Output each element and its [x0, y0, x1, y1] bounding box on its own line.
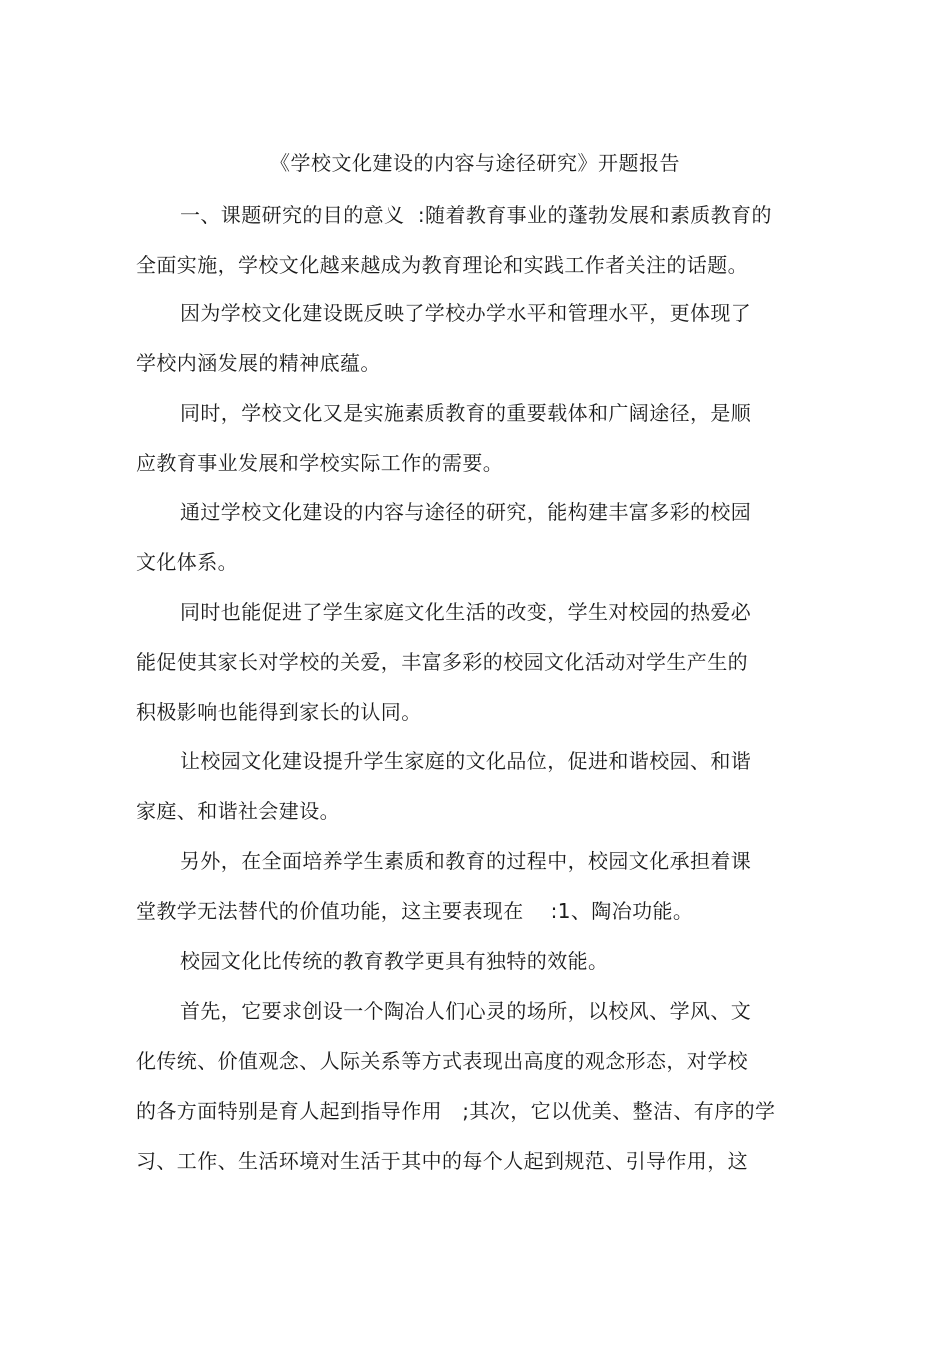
- document-title: 《学校文化建设的内容与途径研究》开题报告: [270, 151, 680, 175]
- text-line: 另外，在全面培养学生素质和教育的过程中，校园文化承担着课: [180, 849, 752, 873]
- text-line: 通过学校文化建设的内容与途径的研究，能构建丰富多彩的校园: [180, 500, 752, 524]
- text-line: 堂教学无法替代的价值功能，这主要表现在 :1、陶冶功能。: [136, 899, 694, 923]
- text-line: 文化体系。: [136, 550, 238, 574]
- text-line: 习、工作、生活环境对生活于其中的每个人起到规范、引导作用，这: [136, 1149, 748, 1173]
- text-line: 同时也能促进了学生家庭文化生活的改变，学生对校园的热爱必: [180, 600, 752, 624]
- text-line: 的各方面特别是育人起到指导作用 ;其次，它以优美、整洁、有序的学: [136, 1099, 776, 1123]
- text-line: 学校内涵发展的精神底蕴。: [136, 351, 381, 375]
- text-line: 校园文化比传统的教育教学更具有独特的效能。: [180, 949, 609, 973]
- text-line: 因为学校文化建设既反映了学校办学水平和管理水平，更体现了: [180, 301, 752, 325]
- text-line: 能促使其家长对学校的关爱，丰富多彩的校园文化活动对学生产生的: [136, 650, 748, 674]
- text-line: 化传统、价值观念、人际关系等方式表现出高度的观念形态，对学校: [136, 1049, 748, 1073]
- text-line: 一、课题研究的目的意义 :随着教育事业的蓬勃发展和素质教育的: [180, 203, 772, 227]
- text-line: 让校园文化建设提升学生家庭的文化品位，促进和谐校园、和谐: [180, 749, 752, 773]
- text-line: 同时，学校文化又是实施素质教育的重要载体和广阔途径，是顺: [180, 401, 752, 425]
- text-line: 全面实施，学校文化越来越成为教育理论和实践工作者关注的话题。: [136, 253, 748, 277]
- text-line: 家庭、和谐社会建设。: [136, 799, 340, 823]
- text-line: 积极影响也能得到家长的认同。: [136, 700, 422, 724]
- text-line: 首先，它要求创设一个陶冶人们心灵的场所，以校风、学风、文: [180, 999, 752, 1023]
- text-line: 应教育事业发展和学校实际工作的需要。: [136, 451, 504, 475]
